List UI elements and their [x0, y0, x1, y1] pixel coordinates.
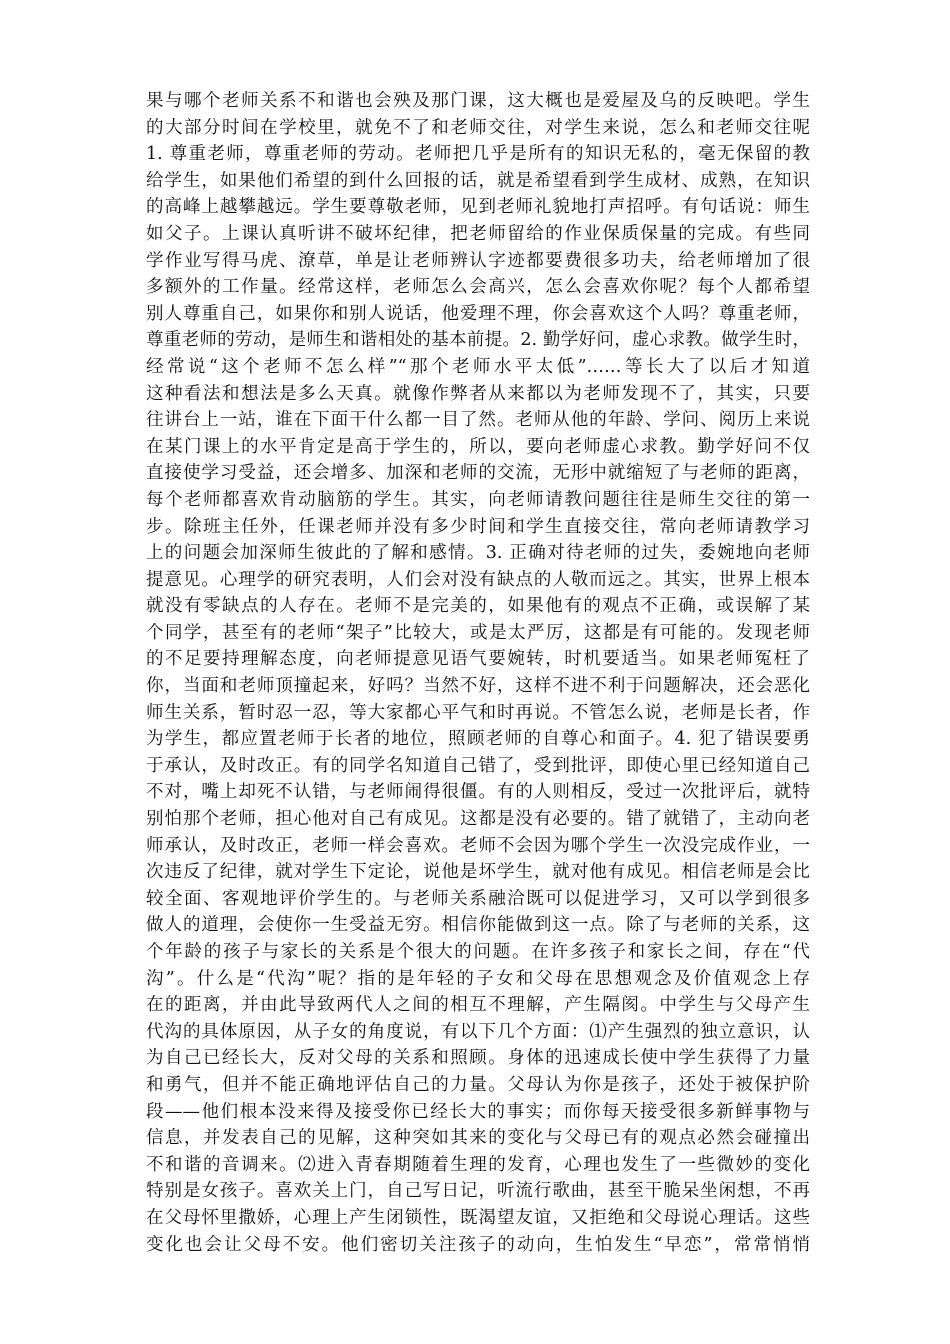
- text-line: 变化也会让父母不安。他们密切关注孩子的动向，生怕发生“早恋”，常常悄悄: [146, 1234, 810, 1255]
- text-line: 于承认，及时改正。有的同学名知道自己错了，受到批评，即使心里已经知道自己: [146, 755, 810, 776]
- text-line: 的不足要持理解态度，向老师提意见语气要婉转，时机要适当。如果老师冤枉了: [146, 649, 810, 670]
- text-line: 个同学，甚至有的老师“架子”比较大，或是太严厉，这都是有可能的。发现老师: [146, 622, 810, 643]
- text-line: 师承认，及时改正，老师一样会喜欢。老师不会因为哪个学生一次没完成作业，一: [146, 835, 810, 856]
- text-line: 段——他们根本没来得及接受你已经长大的事实；而你每天接受很多新鲜事物与: [146, 1101, 810, 1122]
- text-line: 不对，嘴上却死不认错，与老师闹得很僵。有的人则相反，受过一次批评后，就特: [146, 782, 810, 803]
- text-line: 上的问题会加深师生彼此的了解和感情。3. 正确对待老师的过失，委婉地向老师: [146, 543, 810, 564]
- text-line: 步。除班主任外，任课老师并没有多少时间和学生直接交往，常向老师请教学习: [146, 516, 810, 537]
- text-line: 这种看法和想法是多么天真。就像作弊者从来都以为老师发现不了，其实，只要: [146, 383, 810, 404]
- text-line: 和勇气，但并不能正确地评估自己的力量。父母认为你是孩子，还处于被保护阶: [146, 1074, 810, 1095]
- body-text: [146, 88, 810, 1258]
- text-line: 代沟的具体原因，从子女的角度说，有以下几个方面：⑴产生强烈的独立意识，认: [146, 1021, 810, 1042]
- text-line: 学作业写得马虎、潦草，单是让老师辨认字迹都要费很多功夫，给老师增加了很: [146, 250, 810, 271]
- text-line: 较全面、客观地评价学生的。与老师关系融洽既可以促进学习，又可以学到很多: [146, 888, 810, 909]
- text-line: 信息，并发表自己的见解，这种突如其来的变化与父母已有的观点必然会碰撞出: [146, 1128, 810, 1149]
- text-line: 如父子。上课认真听讲不破坏纪律，把老师留给的作业保质保量的完成。有些同: [146, 223, 810, 244]
- text-line: 直接使学习受益，还会增多、加深和老师的交流，无形中就缩短了与老师的距离，: [146, 463, 810, 484]
- text-line: 为学生，都应置老师于长者的地位，照顾老师的自尊心和面子。4. 犯了错误要勇: [146, 729, 810, 750]
- text-line: 个年龄的孩子与家长的关系是个很大的问题。在许多孩子和家长之间，存在“代: [146, 942, 810, 962]
- text-line: 每个老师都喜欢肯动脑筋的学生。其实，向老师请教问题往往是师生交往的第一: [146, 489, 810, 510]
- text-line: 给学生，如果他们希望的到什么回报的话，就是希望看到学生成材、成熟，在知识: [146, 170, 810, 191]
- text-line: 别怕那个老师，担心他对自己有成见。这都是没有必要的。错了就错了，主动向老: [146, 809, 810, 830]
- text-line: 果与哪个老师关系不和谐也会殃及那门课，这大概也是爱屋及乌的反映吧。学生: [146, 91, 810, 111]
- text-line: 尊重老师的劳动，是师生和谐相处的基本前提。2. 勤学好问，虚心求教。做学生时，: [146, 330, 810, 351]
- text-line: 沟”。什么是“代沟”呢？指的是年轻的子女和父母在思想观念及价值观念上存: [146, 968, 810, 989]
- text-line: 你，当面和老师顶撞起来，好吗？当然不好，这样不进不利于问题解决，还会恶化: [146, 676, 810, 697]
- text-line: 为自己已经长大，反对父母的关系和照顾。身体的迅速成长使中学生获得了力量: [146, 1048, 810, 1069]
- text-line: 别人尊重自己，如果你和别人说话，他爱理不理，你会喜欢这个人吗？尊重老师，: [146, 303, 810, 324]
- text-line: 1. 尊重老师，尊重老师的劳动。老师把几乎是所有的知识无私的，毫无保留的教: [146, 144, 810, 165]
- text-line: 在父母怀里撒娇，心理上产生闭锁性，既渴望友谊，又拒绝和父母说心理话。这些: [146, 1207, 810, 1228]
- text-line: 往讲台上一站，谁在下面干什么都一目了然。老师从他的年龄、学问、阅历上来说: [146, 410, 810, 431]
- text-line: 就没有零缺点的人存在。老师不是完美的，如果他有的观点不正确，或误解了某: [146, 596, 810, 617]
- text-line: 次违反了纪律，就对学生下定论，说他是坏学生，就对他有成见。相信老师是会比: [146, 862, 810, 883]
- text-line: 在的距离，并由此导致两代人之间的相互不理解，产生隔阂。中学生与父母产生: [146, 995, 810, 1016]
- text-line: 的高峰上越攀越远。学生要尊敬老师，见到老师礼貌地打声招呼。有句话说：师生: [146, 197, 810, 218]
- text-line: 不和谐的音调来。⑵进入青春期随着生理的发育，心理也发生了一些微妙的变化: [146, 1154, 810, 1175]
- text-line: 的大部分时间在学校里，就免不了和老师交往，对学生来说，怎么和老师交往呢: [146, 117, 810, 138]
- text-line: 师生关系，暂时忍一忍，等大家都心平气和时再说。不管怎么说，老师是长者，作: [146, 702, 810, 723]
- text-line: 特别是女孩子。喜欢关上门，自己写日记，听流行歌曲，甚至干脆呆坐闲想，不再: [146, 1181, 810, 1202]
- text-line: 做人的道理，会使你一生受益无穷。相信你能做到这一点。除了与老师的关系，这: [146, 915, 810, 936]
- text-line: 多额外的工作量。经常这样，老师怎么会高兴，怎么会喜欢你呢？每个人都希望: [146, 277, 810, 298]
- text-line: 在某门课上的水平肯定是高于学生的，所以，要向老师虚心求教。勤学好问不仅: [146, 436, 810, 457]
- text-line: 提意见。心理学的研究表明，人们会对没有缺点的人敬而远之。其实，世界上根本: [146, 569, 810, 590]
- text-line: 经常说“这个老师不怎么样”“那个老师水平太低”……等长大了以后才知道: [146, 356, 810, 377]
